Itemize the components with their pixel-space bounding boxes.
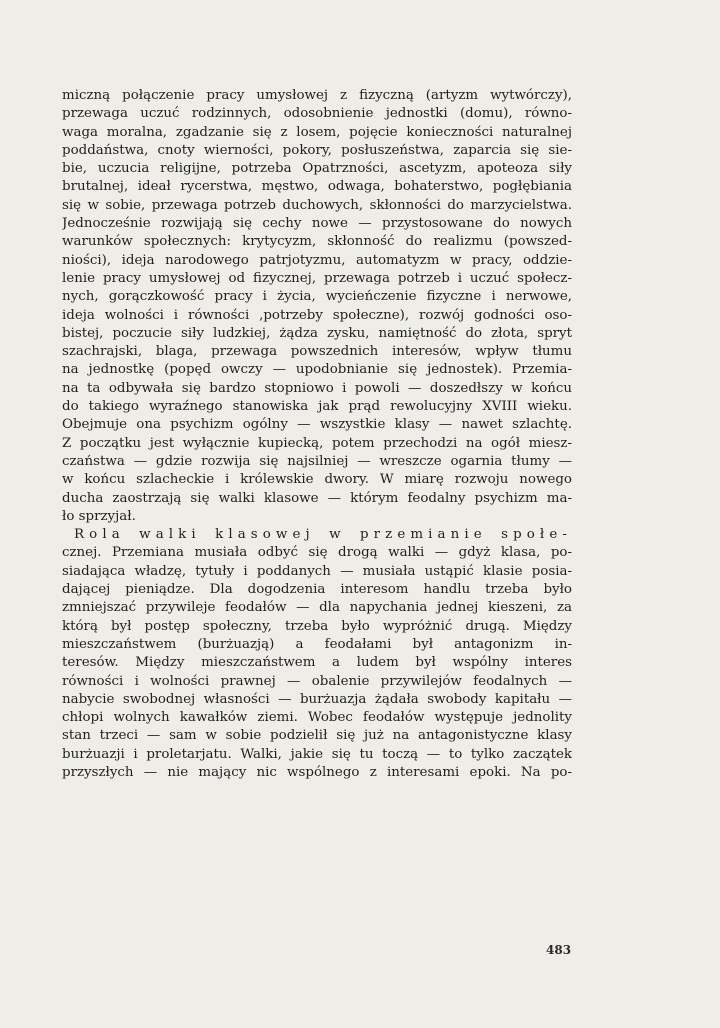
text-line: lenie pracy umysłowej od fizycznej, przewaga potrzeb i uczuć społecz- — [62, 270, 572, 286]
body-text — [62, 87, 572, 782]
text-line: przyszłych — nie mający nic wspólnego z interesami epoki. Na po- — [62, 764, 572, 780]
text-line: stan trzeci — sam w sobie podzielił się już na antagonistyczne klasy — [62, 728, 572, 744]
text-line: nabycie swobodnej własności — burżuazja żądała swobody kapitału — — [62, 691, 572, 707]
text-line: burżuazji i proletarjatu. Walki, jakie się tu toczą — to tylko zaczątek — [62, 746, 572, 762]
text-line: ło sprzyjał. — [62, 508, 136, 524]
text-line: szachrajski, blaga, przewaga powszednich interesów, wpływ tłumu — [62, 344, 572, 360]
text-line: chłopi wolnych kawałków ziemi. Wobec feodałów występuje jednolity — [62, 710, 572, 726]
text-line: nych, gorączkowość pracy i życia, wycieńczenie fizyczne i nerwowe, — [62, 289, 572, 305]
text-line: Rola walki klasowej w przemianie społe- — [74, 527, 572, 543]
text-line: Jednocześnie rozwijają się cechy nowe — przystosowane do nowych — [62, 216, 572, 232]
text-line: przewaga uczuć rodzinnych, odosobnienie jednostki (domu), równo- — [62, 106, 572, 122]
text-line: którą był postęp społeczny, trzeba było wypróżnić drugą. Między — [62, 618, 572, 634]
text-line: Obejmuje ona psychizm ogólny — wszystkie klasy — nawet szlachtę. — [62, 417, 572, 433]
text-line: czaństwa — gdzie rozwija się najsilniej — wreszcze ogarnia tłumy — — [62, 453, 572, 469]
text-line: niości), ideja narodowego patrjotyzmu, automatyzm w pracy, oddzie- — [62, 252, 572, 268]
text-line: mieszczaństwem (burżuazją) a feodałami był antagonizm in- — [62, 636, 572, 652]
text-line: cznej. Przemiana musiała odbyć się drogą walki — gdyż klasa, po- — [62, 545, 572, 561]
text-line: bistej, poczucie siły ludzkiej, żądza zysku, namiętność do złota, spryt — [62, 325, 572, 341]
text-line: warunków społecznych: krytycyzm, skłonność do realizmu (powszed- — [62, 234, 572, 250]
text-line: na jednostkę (popęd owczy — upodobnianie się jednostek). Przemia- — [62, 362, 572, 378]
text-line: teresów. Między mieszczaństwem a ludem był wspólny interes — [62, 655, 572, 671]
text-line: dającej pieniądze. Dla dogodzenia interesom handlu trzeba było — [62, 582, 572, 598]
text-line: do takiego wyraźnego stanowiska jak prąd rewolucyjny XVIII wieku. — [62, 399, 572, 415]
text-line: brutalnej, ideał rycerstwa, męstwo, odwaga, bohaterstwo, pogłębiania — [62, 179, 572, 195]
text-line: ideja wolności i równości ,potrzeby społeczne), rozwój godności oso- — [62, 307, 572, 323]
text-line: bie, uczucia religijne, potrzeba Opatrzności, ascetyzm, apoteoza siły — [62, 161, 572, 177]
text-line: poddaństwa, cnoty wierności, pokory, posłuszeństwa, zaparcia się sie- — [62, 142, 572, 158]
text-line: ducha zaostrzają się walki klasowe — którym feodalny psychizm ma- — [62, 490, 572, 506]
text-line: na ta odbywała się bardzo stopniowo i powoli — doszedłszy w końcu — [62, 380, 572, 396]
text-line: zmniejszać przywileje feodałów — dla napychania jednej kieszeni, za — [62, 600, 572, 616]
text-line: się w sobie, przewaga potrzeb duchowych, skłonności do marzycielstwa. — [62, 197, 572, 213]
page-number: 483 — [546, 943, 572, 957]
text-line: w końcu szlacheckie i królewskie dwory. W miarę rozwoju nowego — [62, 472, 572, 488]
text-line: równości i wolności prawnej — obalenie przywilejów feodalnych — — [62, 673, 572, 689]
text-line: siadająca władzę, tytuły i poddanych — musiała ustąpić klasie posia- — [62, 563, 572, 579]
text-line: waga moralna, zgadzanie się z losem, pojęcie konieczności naturalnej — [62, 124, 572, 140]
text-line: miczną połączenie pracy umysłowej z fizyczną (artyzm wytwórczy), — [62, 88, 572, 103]
text-line: Z początku jest wyłącznie kupiecką, potem przechodzi na ogół miesz- — [62, 435, 572, 451]
